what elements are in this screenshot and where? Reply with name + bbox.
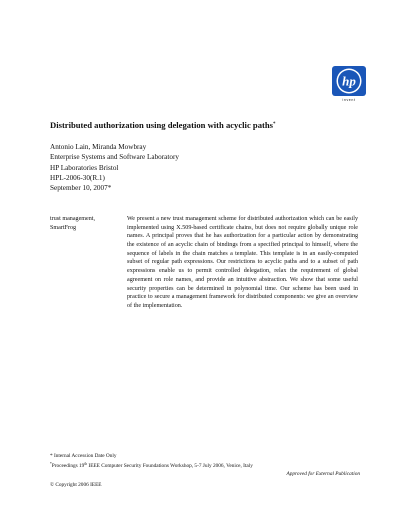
proceedings-ordinal: th (84, 462, 88, 466)
approval-note: Approved for External Publication (286, 471, 360, 477)
proceedings-note (50, 460, 360, 470)
authors: Antonio Lain, Miranda Mowbray (50, 143, 147, 151)
title-footnote-marker: * (272, 122, 276, 127)
lab-name: HP Laboratories Bristol (50, 163, 119, 172)
footer-notes (50, 452, 360, 489)
title-text: Distributed authorization using delegation with acyclic paths (50, 120, 273, 130)
hp-logo-mark: hp (342, 73, 356, 89)
abstract: We present a new trust management scheme for distributed authorization which can be easily implemented using X.509-based certificate chains, but does not require globally unique role names. A principal proves that he has authorization for a particular action by demonstrating the existence of an acyclic chain of bindings from a specified principal to himself, where the sequence of labels in the chain matches a template. This template is in an easily-computed subset of regular path expressions. Our restrictions to acyclic paths and to a subset of path expressions enable us to permit controlled delegation, relax the requirement of global agreement on role names, and provide an intuitive abstraction. We show that some useful security properties can be determined in polynomial time. Our scheme has been used in practice to secure a management framework for distributed components: we give an overview of the implementation. (127, 216, 358, 309)
report-number: HPL-2006-30(R.1) (50, 173, 105, 182)
department: Enterprise Systems and Software Laboratory (50, 153, 179, 162)
proceedings-suffix: IEEE Computer Security Foundations Workshop, 5-7 July 2006, Venice, Italy (87, 463, 253, 469)
copyright-notice: © Copyright 2006 IEEE (50, 482, 102, 488)
hp-tagline: invent (342, 98, 356, 102)
keyword-line: trust management, (50, 216, 96, 222)
accession-note: * Internal Accession Date Only (50, 453, 117, 459)
keyword-line: SmartFrog (50, 224, 77, 231)
keywords (50, 215, 130, 232)
report-date: September 10, 2007* (50, 184, 112, 193)
report-meta (50, 142, 179, 193)
proceedings-marker: * (50, 462, 52, 466)
proceedings-prefix: Proceedings 19 (51, 463, 85, 469)
document-title (50, 120, 275, 130)
hp-logo-icon (329, 65, 369, 97)
